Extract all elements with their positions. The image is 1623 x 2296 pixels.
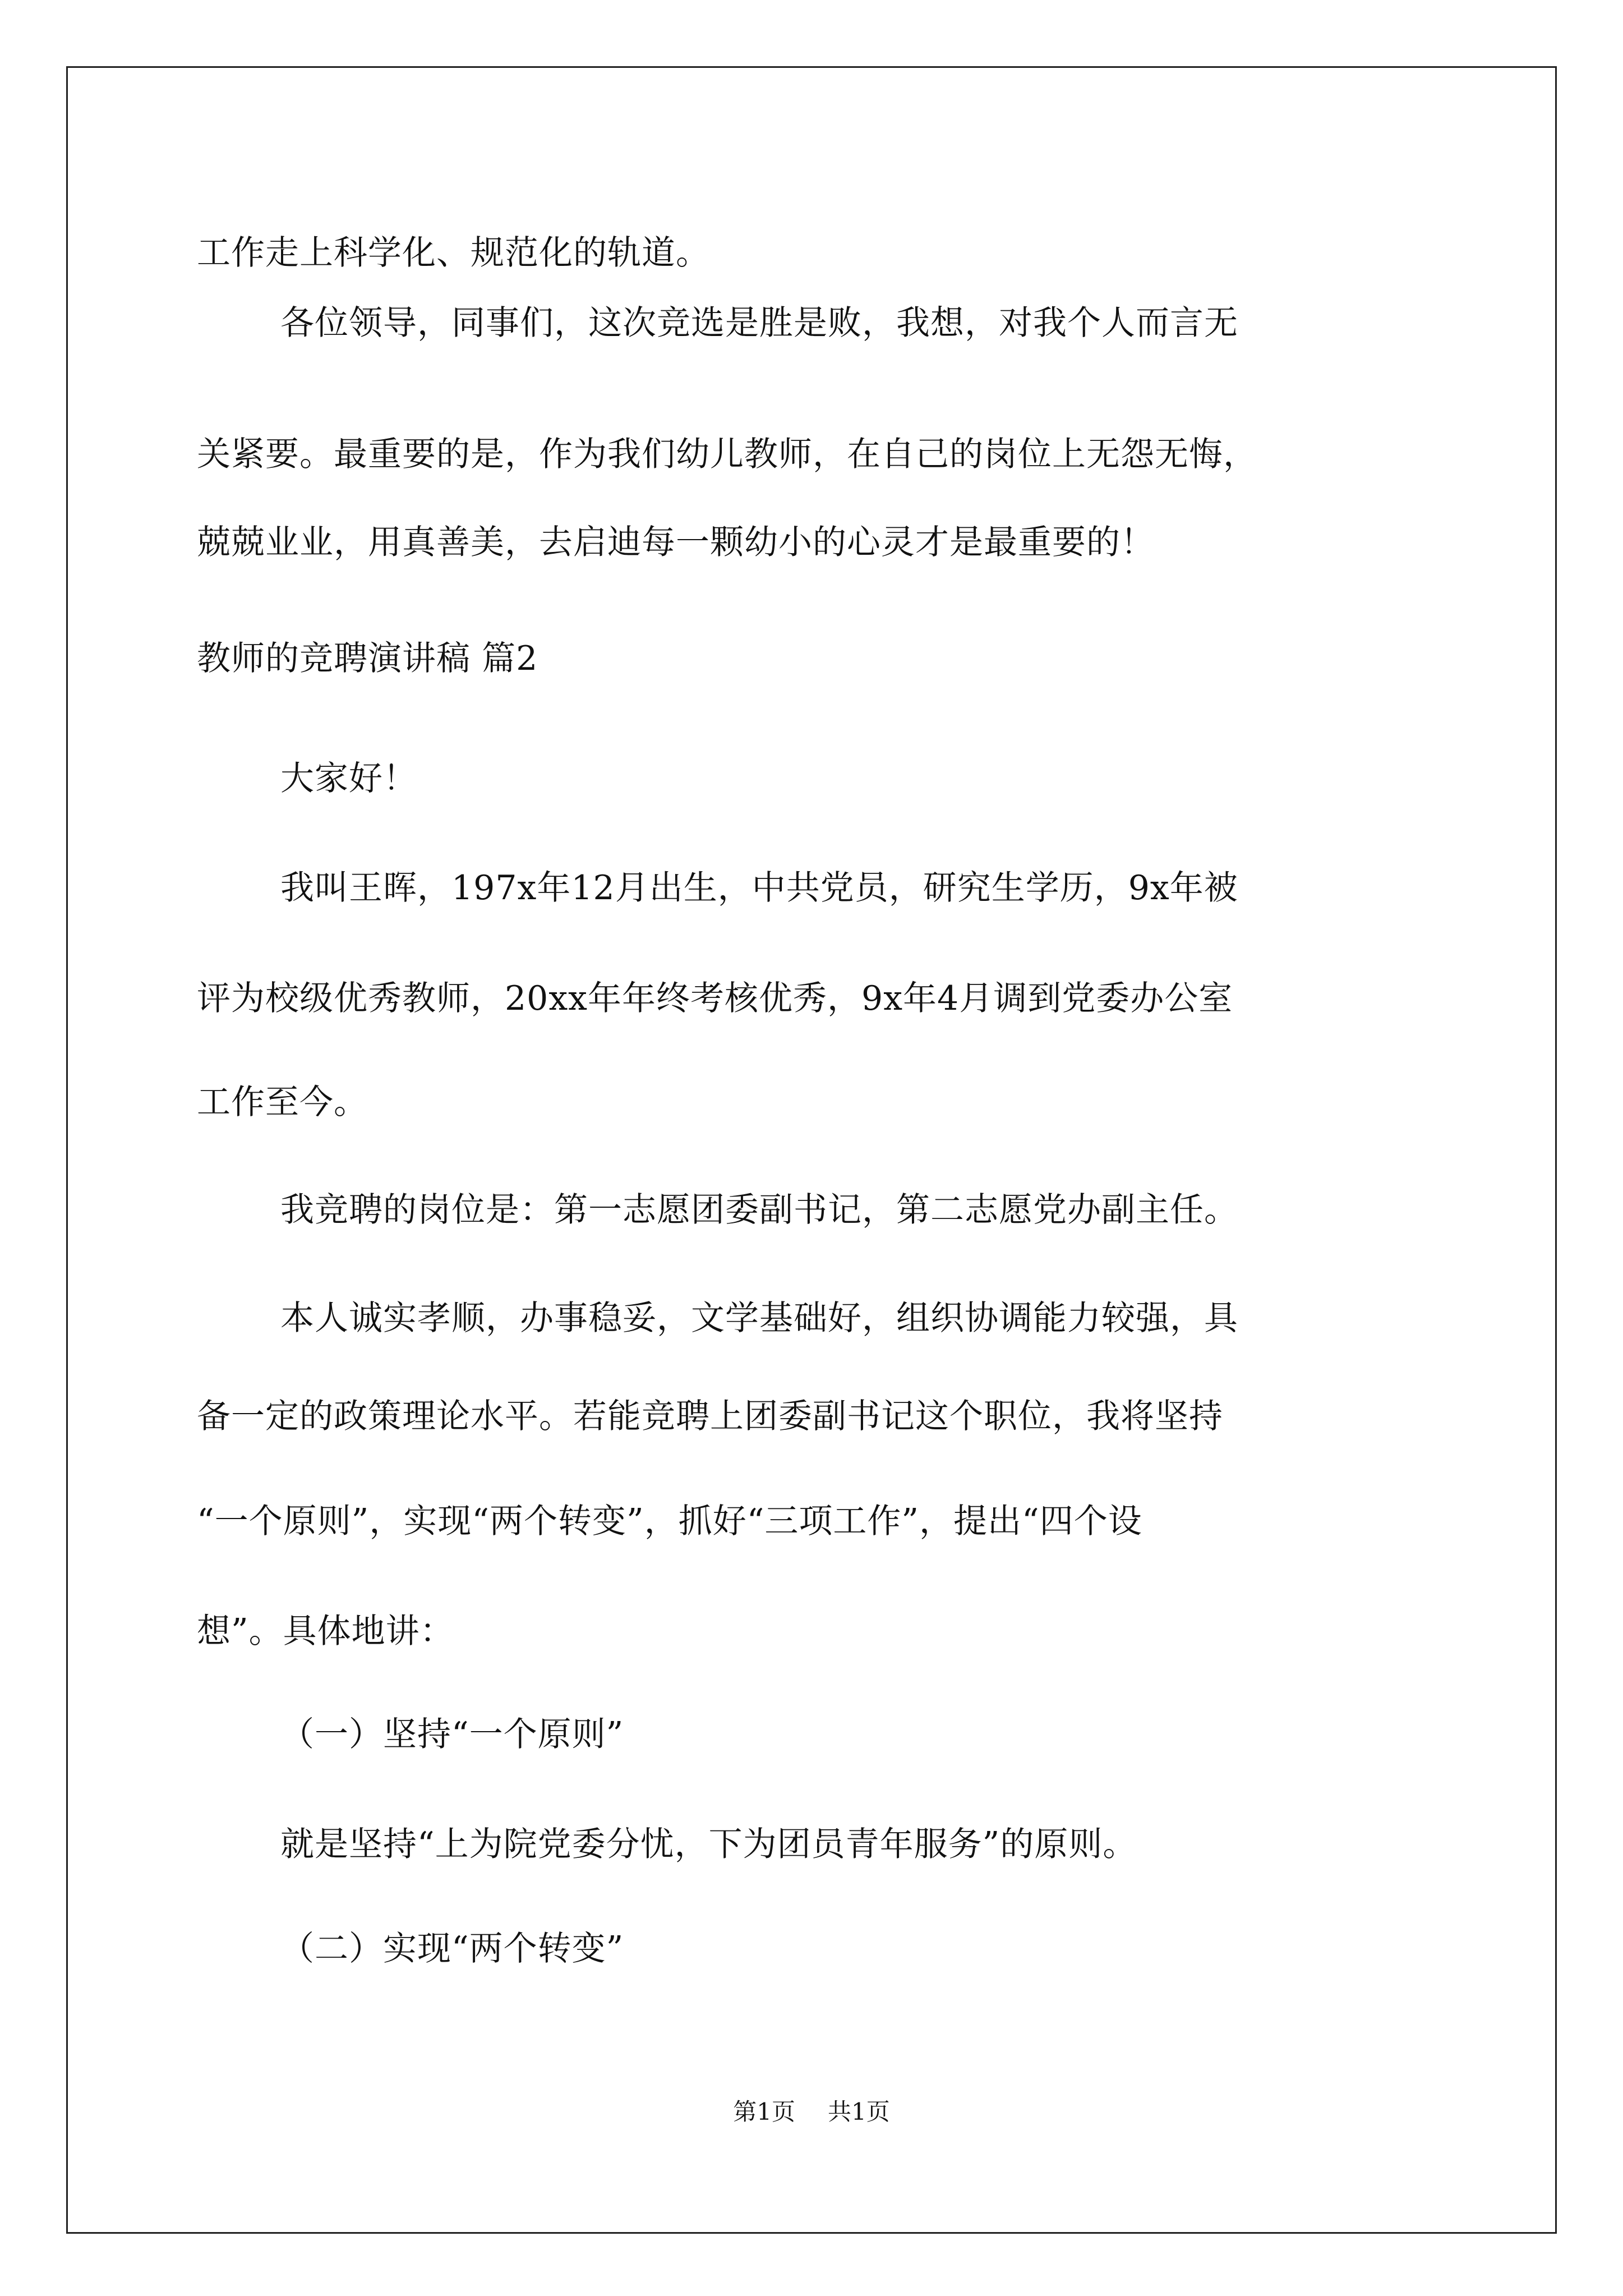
paragraph-line: 就是坚持“上为院党委分忧，下为团员青年服务”的原则。 [280, 1825, 1137, 1864]
paragraph-line: 关紧要。最重要的是，作为我们幼儿教师，在自己的岗位上无怨无悔， [197, 435, 1257, 474]
section-heading: 教师的竞聘演讲稿 篇2 [197, 639, 538, 678]
greeting-line: 大家好！ [280, 759, 417, 798]
page-number-total: 共1页 [828, 2098, 890, 2125]
paragraph-line: 评为校级优秀教师，20xx年年终考核优秀，9x年4月调到党委办公室 [197, 979, 1233, 1018]
paragraph-line: 想”。具体地讲： [197, 1612, 454, 1651]
paragraph-line: 兢兢业业，用真善美，去启迪每一颗幼小的心灵才是最重要的！ [197, 523, 1155, 562]
subheading: （二）实现“两个转变” [280, 1929, 624, 1968]
paragraph-line: 本人诚实孝顺，办事稳妥，文学基础好，组织协调能力较强，具 [280, 1299, 1238, 1338]
page-footer [0, 2095, 1623, 2129]
paragraph-line: 我竞聘的岗位是：第一志愿团委副书记，第二志愿党办副主任。 [280, 1190, 1238, 1230]
subheading: （一）坚持“一个原则” [280, 1715, 624, 1754]
paragraph-line: 各位领导，同事们，这次竞选是胜是败，我想，对我个人而言无 [280, 303, 1238, 343]
page-number-current: 第1页 [733, 2098, 795, 2125]
paragraph-line: 工作走上科学化、规范化的轨道。 [197, 233, 710, 273]
page-border [66, 66, 1557, 2234]
paragraph-line: 工作至今。 [197, 1083, 368, 1122]
paragraph-line: 我叫王晖，197x年12月出生，中共党员，研究生学历，9x年被 [280, 868, 1238, 908]
paragraph-line: “一个原则”，实现“两个转变”，抓好“三项工作”，提出“四个设 [197, 1502, 1142, 1541]
paragraph-line: 备一定的政策理论水平。若能竞聘上团委副书记这个职位，我将坚持 [197, 1397, 1223, 1436]
